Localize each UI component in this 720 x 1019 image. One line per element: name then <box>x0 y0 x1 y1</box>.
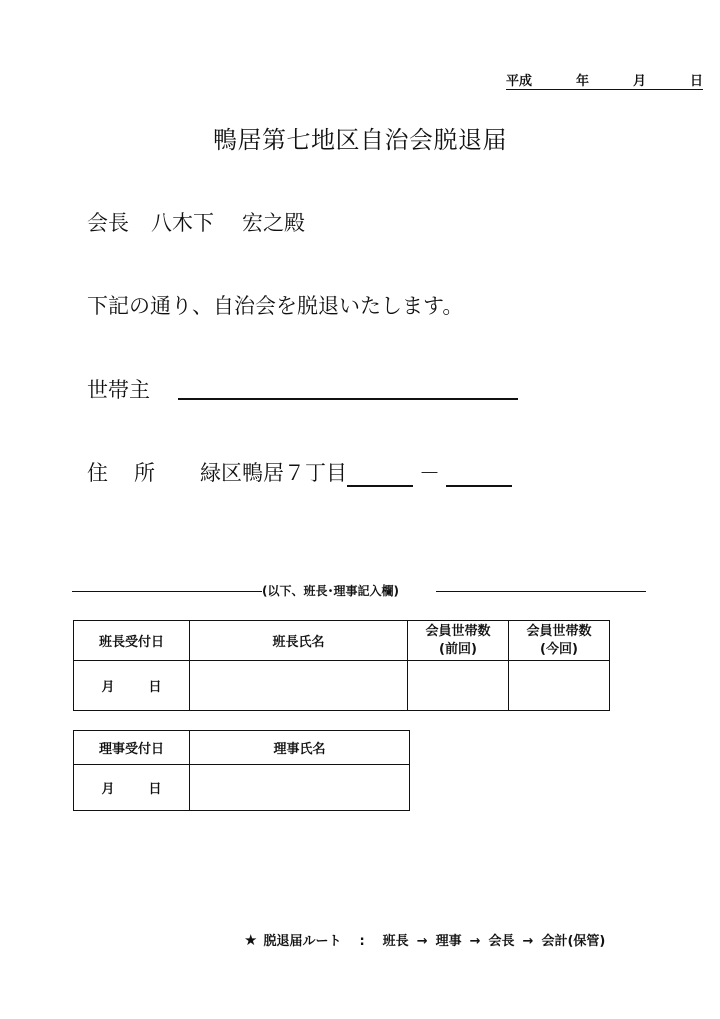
leader-name-header: 班長氏名 <box>190 621 408 661</box>
day-unit: 日 <box>148 680 162 695</box>
members-current-header <box>509 621 610 661</box>
route-step-treasurer: 会計(保管) <box>541 934 606 949</box>
director-name-header: 理事氏名 <box>190 731 410 765</box>
householder-label: 世帯主 <box>87 378 150 402</box>
star-icon: ★ <box>244 931 258 949</box>
month-unit: 月 <box>101 680 115 695</box>
director-name-cell[interactable] <box>190 765 410 811</box>
leader-receipt-date-header: 班長受付日 <box>74 621 190 661</box>
era-label: 平成 <box>506 74 533 89</box>
date-line <box>506 70 703 89</box>
address-label-1: 住 <box>87 461 108 485</box>
previous-label: (前回) <box>439 641 477 657</box>
members-previous-header <box>408 621 509 661</box>
leader-table <box>73 620 610 711</box>
addressee-given-name: 宏之殿 <box>242 211 305 235</box>
addressee-role: 会長 <box>87 211 129 235</box>
route-step-leader: 班長 <box>382 934 409 949</box>
address-dash: － <box>419 461 440 485</box>
address-number-field[interactable] <box>446 461 512 487</box>
route-colon: : <box>359 934 365 949</box>
route-label: 脱退届ルート <box>263 934 342 949</box>
address-label <box>87 457 155 487</box>
section-label: (以下、班長･理事記入欄) <box>262 584 399 598</box>
address-prefix: 緑区鴨居７丁目 <box>200 461 347 485</box>
members-previous-cell[interactable] <box>408 661 509 711</box>
route-step-chairman: 会長 <box>488 934 515 949</box>
leader-receipt-date-cell[interactable] <box>74 661 190 711</box>
month-unit: 月 <box>101 782 115 797</box>
day-unit: 日 <box>690 74 704 89</box>
addressee-surname: 八木下 <box>151 211 214 235</box>
withdrawal-statement: 下記の通り、自治会を脱退いたします。 <box>87 294 464 318</box>
address-block-field[interactable] <box>347 461 413 487</box>
arrow-right-icon: → <box>522 934 534 949</box>
month-unit: 月 <box>633 74 647 89</box>
director-receipt-date-cell[interactable] <box>74 765 190 811</box>
members-count-label: 会員世帯数 <box>526 623 592 639</box>
director-receipt-date-header: 理事受付日 <box>74 731 190 765</box>
members-current-cell[interactable] <box>509 661 610 711</box>
address-value <box>200 457 512 487</box>
address-label-2: 所 <box>134 461 155 485</box>
householder-field[interactable] <box>178 398 518 400</box>
addressee <box>87 207 305 237</box>
director-table <box>73 730 410 811</box>
day-unit: 日 <box>148 782 162 797</box>
leader-name-cell[interactable] <box>190 661 408 711</box>
section-divider-right <box>436 591 646 592</box>
section-divider-left <box>72 591 262 592</box>
arrow-right-icon: → <box>469 934 481 949</box>
current-label: (今回) <box>540 641 578 657</box>
route-step-director: 理事 <box>435 934 462 949</box>
year-unit: 年 <box>576 74 590 89</box>
members-count-label: 会員世帯数 <box>425 623 491 639</box>
submission-route <box>244 930 605 949</box>
arrow-right-icon: → <box>416 934 428 949</box>
document-title: 鴨居第七地区自治会脱退届 <box>213 126 507 154</box>
